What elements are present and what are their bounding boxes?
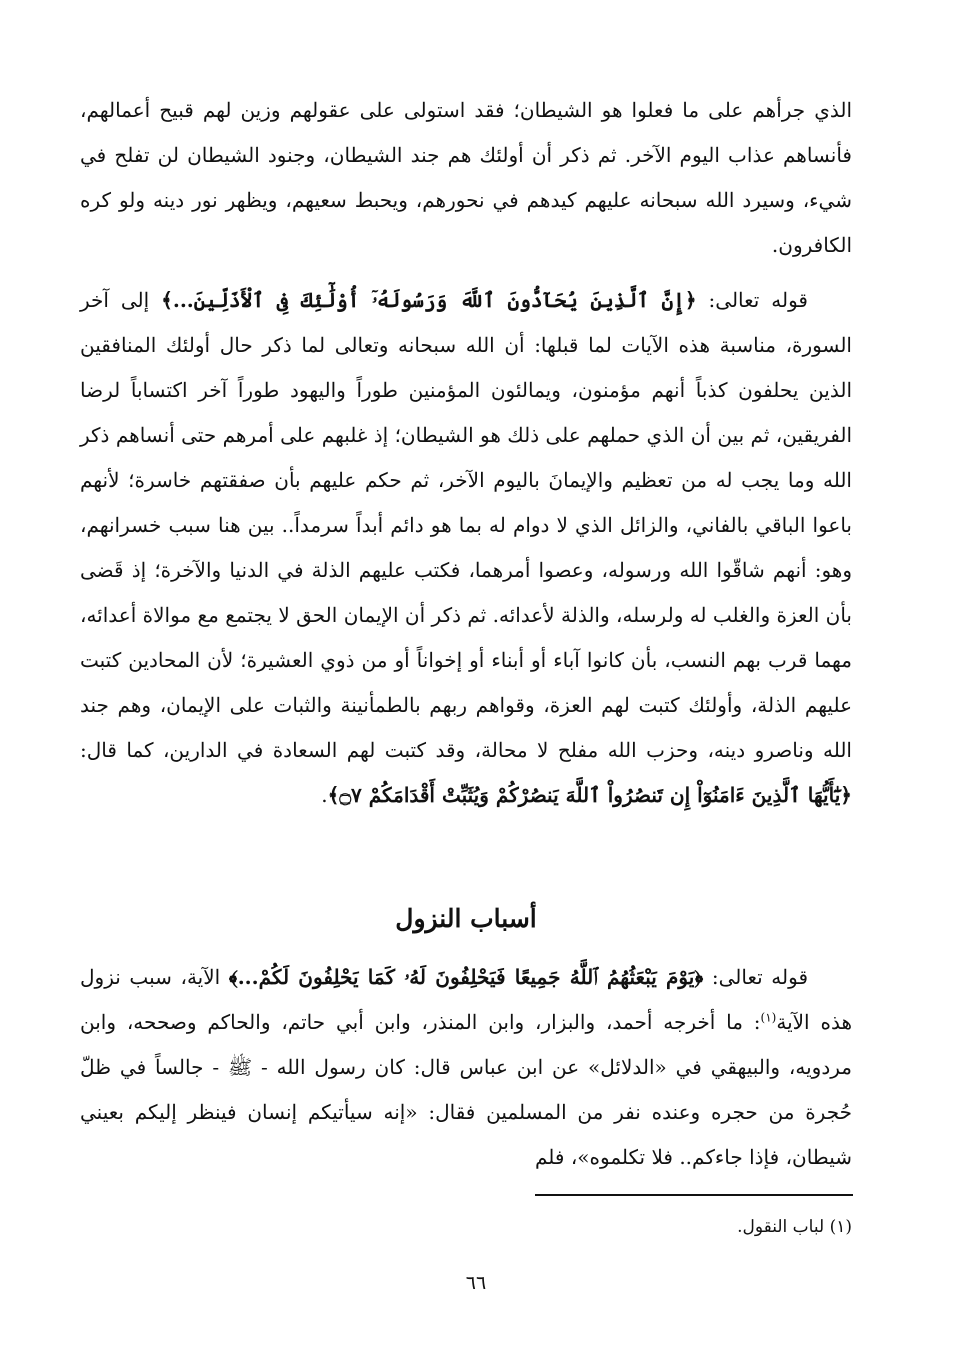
verse-intro: قوله تعالى: — [696, 288, 808, 312]
paragraph-text: الآية، سبب نزول هذه الآية — [80, 965, 852, 1034]
paragraph-verse-commentary — [80, 278, 852, 868]
verse-intro: قوله تعالى: — [703, 965, 809, 989]
paragraph-text: الذي جرأهم على ما فعلوا هو الشيطان؛ فقد استولى على عقولهم وزين لهم قبيح أعمالهم، فأنساهم عذاب اليوم الآخر. ثم ذكر أن أولئك هم جند الشيطان، وجنود الشيطان لن تفلح في شيء، وسيرد الله سبحانه عليهم كيدهم في نحورهم، ويحبط سعيهم، ويظهر نور دينه ولو كره الكافرون. — [80, 98, 852, 257]
quran-verse: ﴿يَٰٓأَيُّهَا ٱلَّذِينَ ءَامَنُوٓاْ إِن تَنصُرُواْ ٱللَّهَ يَنصُرْكُمْ وَيُثَبِّتْ أَقْدَامَكُمْ ۝٧﴾ — [327, 783, 852, 807]
page-number: ٦٦ — [465, 1272, 487, 1294]
section-heading: أسباب النزول — [395, 904, 537, 933]
paragraph-revelation-cause — [80, 955, 852, 1177]
paragraph-text: : ما أخرجه أحمد، والبزار، وابن المنذر، وابن أبي حاتم، والحاكم وصححه، وابن مردويه، والبيهقي في «الدلائل» عن ابن عباس قال: كان رسول الله - ﷺ - جالساً في ظلّ حُجرة من حجره وعنده نفر من المسلمين فقال: «إنه سيأتيكم إنسان فينظر إليكم بعيني شيطان، فإذا جاءكم.. فلا تكلموه»، فلم — [80, 1010, 852, 1169]
quran-verse: ﴿يَوْمَ يَبْعَثُهُمُ ٱللَّهُ جَمِيعًا فَيَحْلِفُونَ لَهُۥ كَمَا يَحْلِفُونَ لَكُمْ...﴾ — [228, 965, 704, 989]
quran-verse: ﴿إِنَّ ٱلَّذِينَ يُحَآدُّونَ ٱللَّهَ وَرَسُولَهُۥٓ أُوْلَٰٓئِكَ فِى ٱلْأَذَلِّينَ...﴾ — [161, 288, 697, 312]
paragraph-text: إلى آخر السورة، مناسبة هذه الآيات لما قبلها: أن الله سبحانه وتعالى لما ذكر حال أولئك المنافقين الذين يحلفون كذباً أنهم مؤمنون، ويمالئون المؤمنين طوراً واليهود طوراً آخر اكتساباً لرضا الفريقين، ثم بين أن الذي حملهم على ذلك هو الشيطان؛ إذ غلبهم على أمرهم حتى أنساهم ذكر الله وما يجب له من تعظيم والإيمانَ باليوم الآخر، ثم حكم عليهم بأن صفقتهم خاسرة؛ لأنهم باعوا الباقي بالفاني، والزائل الذي لا دوام له بما هو دائم أبداً سرمداً.. بين هنا سبب خسرانهم، وهو: أنهم شاقّوا الله ورسوله، وعصوا أمرهما، فكتب عليهم الذلة في الدنيا والآخرة؛ إذ قَضى بأن العزة والغلب له ولرسله، والذلة لأعدائه. ثم ذكر أن الإيمان الحق لا يجتمع مع موالاة أعدائه، مهما قرب بهم النسب، بأن كانوا آباء أو أبناء أو إخواناً أو من ذوي العشيرة؛ لأن المحادين كتبت عليهم الذلة، وأولئك كتبت لهم العزة، وقواهم ربهم بالطمأنينة والثبات على الإيمان، وهم جند الله وناصرو دينه، وحزب الله مفلح لا محالة، وقد كتبت لهم السعادة في الدارين، كما قال: — [80, 288, 852, 762]
footnote-reference: (١) — [760, 1010, 777, 1025]
footnote-marker: (١) — [829, 1217, 852, 1237]
paragraph-explanation — [80, 88, 852, 268]
footnote-text: لباب النقول. — [737, 1217, 825, 1237]
footnote — [480, 1210, 852, 1244]
paragraph-end: . — [321, 783, 328, 807]
footnote-divider — [535, 1194, 853, 1196]
